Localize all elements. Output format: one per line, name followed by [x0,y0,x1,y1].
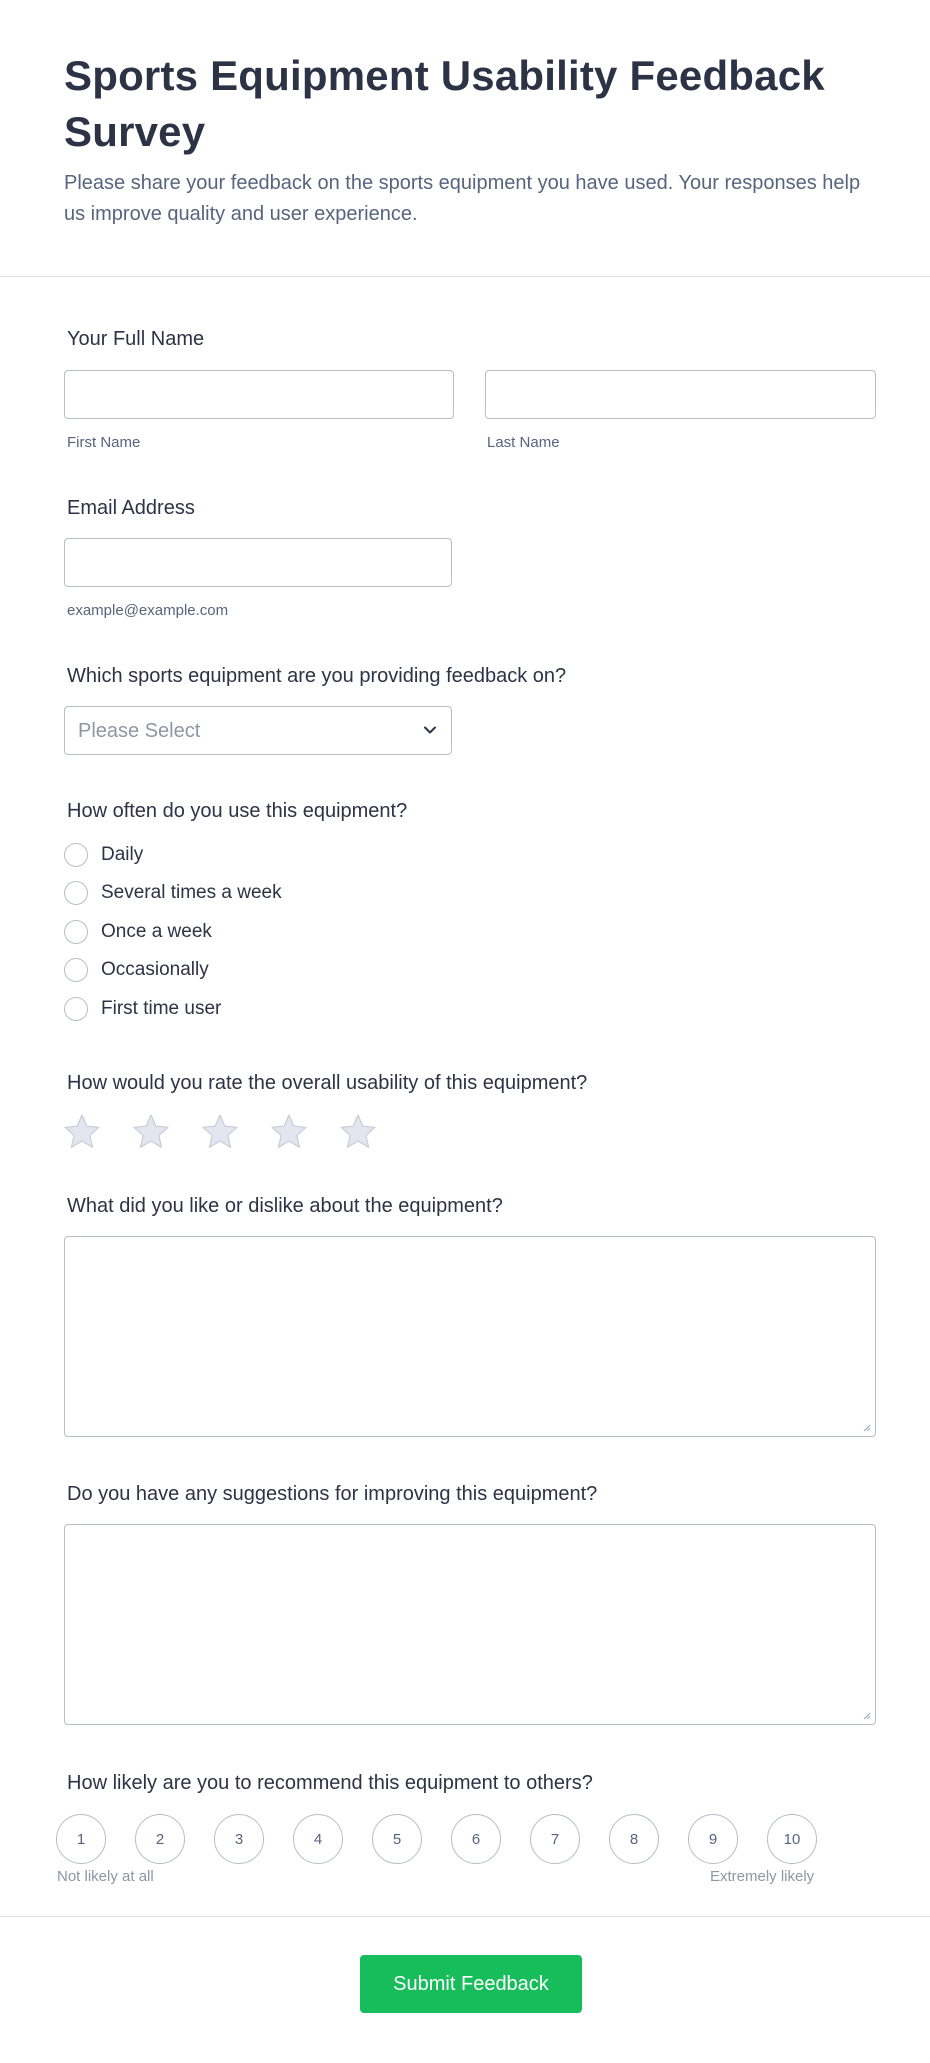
resize-grip-icon[interactable] [861,1422,871,1432]
likes-label: What did you like or dislike about the equipment? [67,1195,503,1217]
radio-button[interactable] [64,958,88,982]
radio-button[interactable] [64,997,88,1021]
star-icon[interactable] [62,1112,102,1152]
scale-option-5[interactable]: 5 [372,1814,422,1864]
email-input[interactable] [64,538,452,587]
equipment-label: Which sports equipment are you providing feedback on? [67,665,567,687]
form-title: Sports Equipment Usability Feedback Survey [64,52,825,155]
form-subtitle: Please share your feedback on the sports equipment you have used. Your responses help us improve quality and user experience. [64,172,861,225]
rating-label: How would you rate the overall usability of this equipment? [67,1072,588,1094]
first-name-input[interactable] [64,370,454,419]
radio-button[interactable] [64,920,88,944]
email-sublabel: example@example.com [67,602,229,619]
form-header [64,48,884,230]
frequency-option-daily[interactable] [64,842,143,868]
email-label: Email Address [67,497,195,519]
recommend-scale [56,1814,817,1864]
submit-button[interactable]: Submit Feedback [360,1955,582,2013]
radio-label: Daily [101,844,144,865]
chevron-down-icon [421,721,439,739]
radio-label: Once a week [101,921,212,942]
scale-option-9[interactable]: 9 [688,1814,738,1864]
radio-label: Occasionally [101,959,209,980]
star-icon[interactable] [269,1112,309,1152]
frequency-label: How often do you use this equipment? [67,800,408,822]
scale-option-7[interactable]: 7 [530,1814,580,1864]
radio-button[interactable] [64,843,88,867]
scale-option-10[interactable]: 10 [767,1814,817,1864]
frequency-option-first-time[interactable] [64,996,221,1022]
scale-option-3[interactable]: 3 [214,1814,264,1864]
star-icon[interactable] [338,1112,378,1152]
scale-option-4[interactable]: 4 [293,1814,343,1864]
suggestions-label: Do you have any suggestions for improving this equipment? [67,1483,598,1505]
recommend-label: How likely are you to recommend this equipment to others? [67,1772,593,1794]
radio-label: Several times a week [101,882,282,903]
first-name-sublabel: First Name [67,434,141,451]
star-icon[interactable] [200,1112,240,1152]
last-name-sublabel: Last Name [487,434,560,451]
suggestions-textarea[interactable] [64,1524,876,1725]
likes-textarea[interactable] [64,1236,876,1437]
radio-button[interactable] [64,881,88,905]
last-name-input[interactable] [485,370,876,419]
equipment-select[interactable] [64,706,452,755]
scale-option-1[interactable]: 1 [56,1814,106,1864]
scale-option-8[interactable]: 8 [609,1814,659,1864]
resize-grip-icon[interactable] [861,1710,871,1720]
scale-option-2[interactable]: 2 [135,1814,185,1864]
scale-high-label: Extremely likely [710,1868,815,1885]
footer-divider [0,1916,930,1917]
star-icon[interactable] [131,1112,171,1152]
equipment-select-placeholder: Please Select [78,720,201,742]
full-name-label: Your Full Name [67,328,205,350]
frequency-option-once-a-week[interactable] [64,919,212,945]
frequency-option-occasionally[interactable] [64,957,209,983]
scale-option-6[interactable]: 6 [451,1814,501,1864]
header-divider [0,276,930,277]
frequency-option-several-times[interactable] [64,880,282,906]
star-rating [62,1112,407,1152]
scale-low-label: Not likely at all [57,1868,154,1885]
radio-label: First time user [101,998,222,1019]
